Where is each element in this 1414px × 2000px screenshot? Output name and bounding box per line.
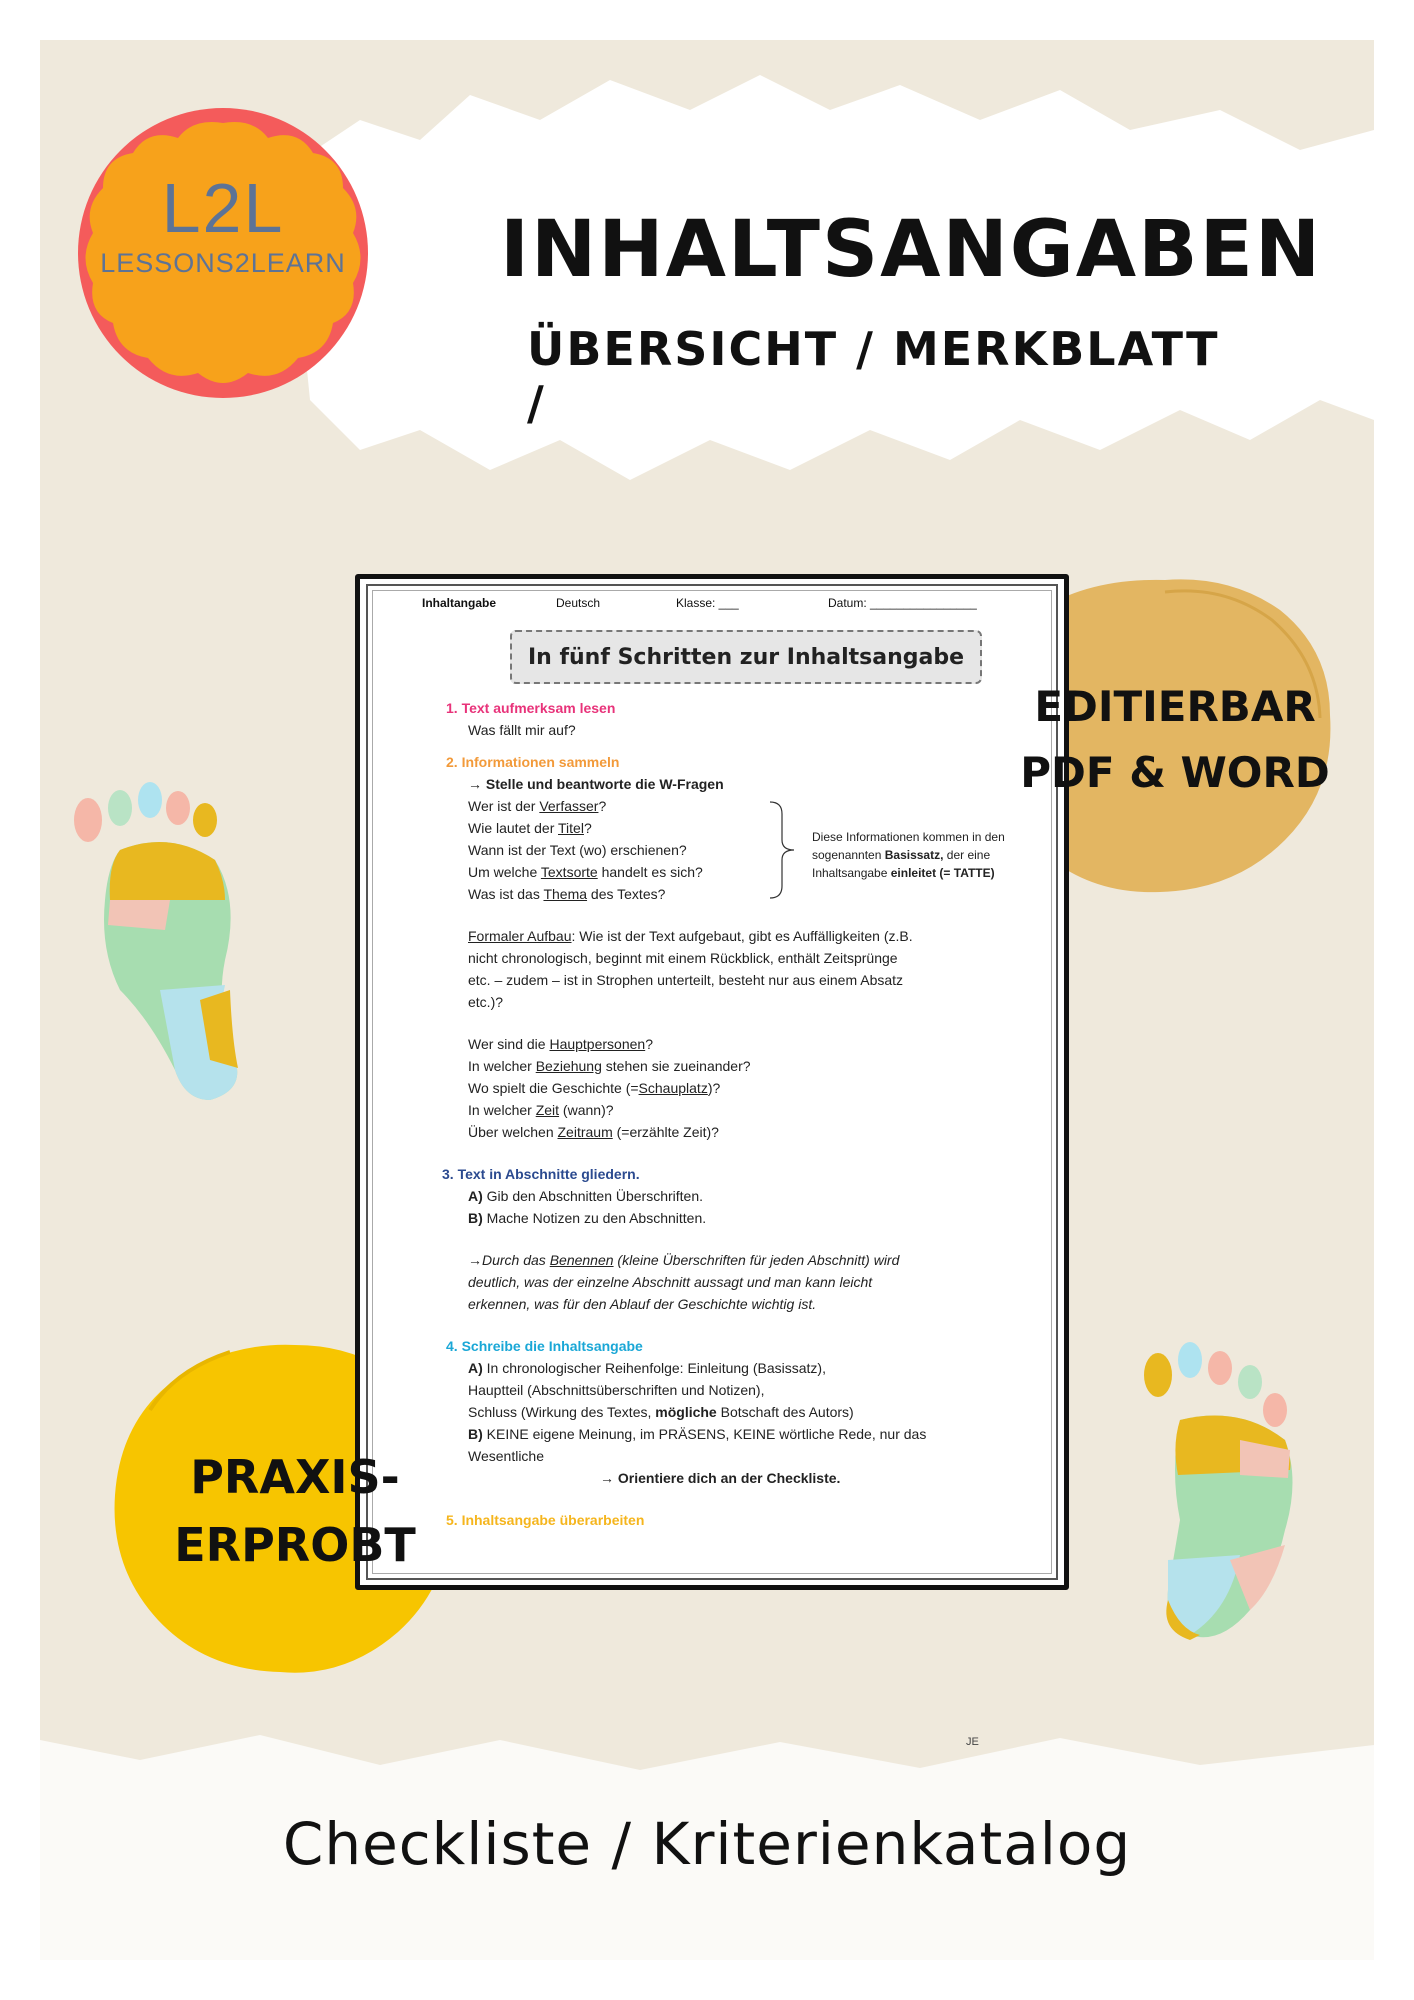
formal-structure-line1: Formaler Aufbau: Wie ist der Text aufgebaut, gibt es Auffälligkeiten (z.B. [468, 928, 913, 944]
worksheet-date: Datum: ________________ [828, 596, 977, 610]
question-text-type: Um welche Textsorte handelt es sich? [468, 864, 703, 880]
left-footprint [74, 782, 238, 1100]
step4-line3: Schluss (Wirkung des Textes, mögliche Botschaft des Autors) [468, 1404, 854, 1420]
basissatz-note-line3: Inhaltsangabe einleitet (= TATTE) [812, 866, 995, 880]
author-initials: JE [966, 1736, 979, 1748]
step4-heading: 4. Schreibe die Inhaltsangabe [446, 1338, 643, 1354]
step3-note-line1: →Durch das Benennen (kleine Überschriften für jeden Abschnitt) wird [468, 1252, 900, 1268]
worksheet-topic: Inhaltangabe [422, 596, 497, 610]
question-relationship: In welcher Beziehung stehen sie zueinander? [468, 1058, 751, 1074]
step3-item-b: B) Mache Notizen zu den Abschnitten. [468, 1210, 707, 1226]
question-time: In welcher Zeit (wann)? [468, 1102, 614, 1118]
basissatz-note-line1: Diese Informationen kommen in den [812, 830, 1005, 844]
step4-line5: Wesentliche [468, 1448, 545, 1464]
question-title: Wie lautet der Titel? [468, 820, 592, 836]
question-author: Wer ist der Verfasser? [468, 798, 607, 814]
question-published: Wann ist der Text (wo) erschienen? [468, 842, 687, 858]
bottom-caption: Checkliste / Kriterienkatalog [282, 1810, 1132, 1878]
step4-item-b: B) KEINE eigene Meinung, im PRÄSENS, KEINE wörtliche Rede, nur das [468, 1426, 927, 1442]
step1-line: Was fällt mir auf? [468, 722, 576, 738]
tested-badge-line1: PRAXIS- [190, 1450, 400, 1504]
step4-checklist-hint: → Orientiere dich an der Checkliste. [600, 1470, 841, 1486]
step4-item-a: A) In chronologischer Reihenfolge: Einleitung (Basissatz), [468, 1360, 826, 1376]
step5-heading: 5. Inhaltsangabe überarbeiten [446, 1512, 645, 1528]
worksheet-subject: Deutsch [556, 596, 601, 610]
step3-note-line2: deutlich, was der einzelne Abschnitt aussagt und man kann leicht [468, 1274, 873, 1290]
step2-instruction: → Stelle und beantworte die W-Fragen [468, 776, 724, 792]
basissatz-note-line2: sogenannten Basissatz, der eine [812, 848, 991, 862]
page-title: INHALTSANGABEN [500, 205, 1323, 295]
step3-note-line3: erkennen, was für den Ablauf der Geschichte wichtig ist. [468, 1296, 817, 1312]
worksheet-title: In fünf Schritten zur Inhaltsangabe [510, 630, 982, 684]
page-subtitle: ÜBERSICHT / MERKBLATT / [527, 322, 1220, 430]
question-setting: Wo spielt die Geschichte (=Schauplatz)? [468, 1080, 721, 1096]
curly-brace [768, 800, 798, 900]
step3-heading: 3. Text in Abschnitte gliedern. [442, 1166, 640, 1182]
question-main-characters: Wer sind die Hauptpersonen? [468, 1036, 653, 1052]
logo-wordmark: LESSONS2LEARN [100, 248, 346, 278]
step2-heading: 2. Informationen sammeln [446, 754, 620, 770]
editable-badge-line1: EDITIERBAR [1034, 682, 1316, 731]
formal-structure-line3: etc. – zudem – ist in Strophen unterteilt, besteht nur aus einem Absatz [468, 972, 904, 988]
step4-line2: Hauptteil (Abschnittsüberschriften und Notizen), [468, 1382, 765, 1398]
question-theme: Was ist das Thema des Textes? [468, 886, 666, 902]
step3-item-a: A) Gib den Abschnitten Überschriften. [468, 1188, 704, 1204]
question-timespan: Über welchen Zeitraum (=erzählte Zeit)? [468, 1124, 719, 1140]
tested-badge-line2: ERPROBT [174, 1518, 416, 1572]
formal-structure-line2: nicht chronologisch, beginnt mit einem Rückblick, enthält Zeitsprünge [468, 950, 898, 966]
logo-mark: L2L [161, 169, 285, 247]
right-footprint [1144, 1342, 1293, 1640]
step1-heading: 1. Text aufmerksam lesen [446, 700, 616, 716]
worksheet-class: Klasse: ___ [676, 596, 739, 610]
formal-structure-line4: etc.)? [468, 994, 504, 1010]
bottom-brush [40, 1735, 1374, 1790]
editable-badge-line2: PDF & WORD [1020, 748, 1330, 797]
